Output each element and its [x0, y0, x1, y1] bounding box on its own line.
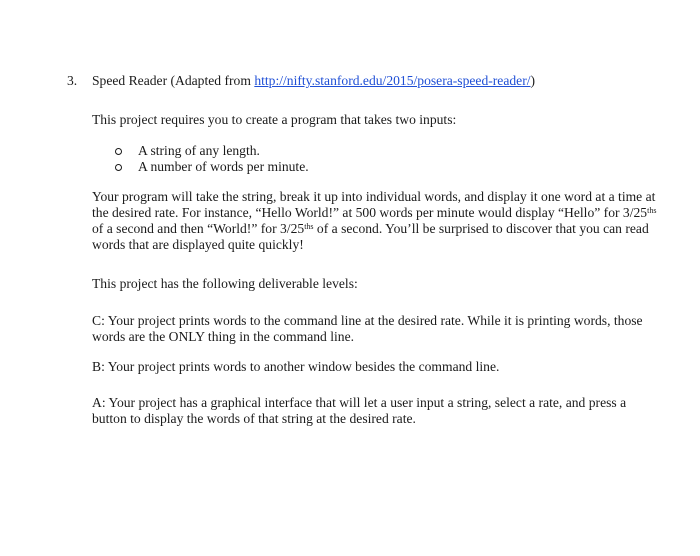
description-paragraph [92, 189, 662, 253]
list-item [115, 159, 309, 175]
levels-intro-paragraph [92, 276, 662, 292]
bullet-circle-icon [115, 164, 122, 171]
input-item-text: A string of any length. [138, 143, 260, 158]
source-link[interactable]: http://nifty.stanford.edu/2015/posera-speed-reader/ [254, 73, 531, 88]
list-item [115, 143, 309, 159]
intro-text: This project requires you to create a program that takes two inputs: [92, 112, 457, 127]
ordinal-suffix: ths [304, 222, 314, 231]
level-b-paragraph [92, 359, 662, 375]
description-part-2: of a second and then “World!” for 3/25 [92, 221, 305, 236]
description-part-3: of a second. You’ll be surprised to discover that you can read words that are displayed quite quickly! [92, 221, 649, 252]
ordinal-suffix: ths [647, 206, 657, 215]
section-number: 3. [67, 73, 78, 88]
levels-intro-text: This project has the following deliverable levels: [92, 276, 358, 291]
level-a-text: A: Your project has a graphical interface that will let a user input a string, select a rate, and press a button to display the words of that string at the desired rate. [92, 395, 627, 426]
bullet-circle-icon [115, 148, 122, 155]
level-c-text: C: Your project prints words to the command line at the desired rate. While it is printing words, those words are the ONLY thing in the command line. [92, 313, 643, 344]
section-title-close: ) [530, 73, 536, 88]
level-a-paragraph [92, 395, 662, 427]
section-title: Speed Reader (Adapted from [92, 73, 255, 88]
intro-paragraph [92, 112, 662, 128]
level-c-paragraph [92, 313, 662, 345]
description-text [92, 189, 662, 253]
description-part-1: Your program will take the string, break it up into individual words, and display it one word at a time at the desired rate. For instance, “Hello World!” at 500 words per minute would display “Hello” for 3/25 [92, 189, 656, 220]
inputs-list [115, 143, 309, 175]
section-heading [67, 73, 535, 89]
level-b-text: B: Your project prints words to another window besides the command line. [92, 359, 500, 374]
input-item-text: A number of words per minute. [138, 159, 309, 174]
